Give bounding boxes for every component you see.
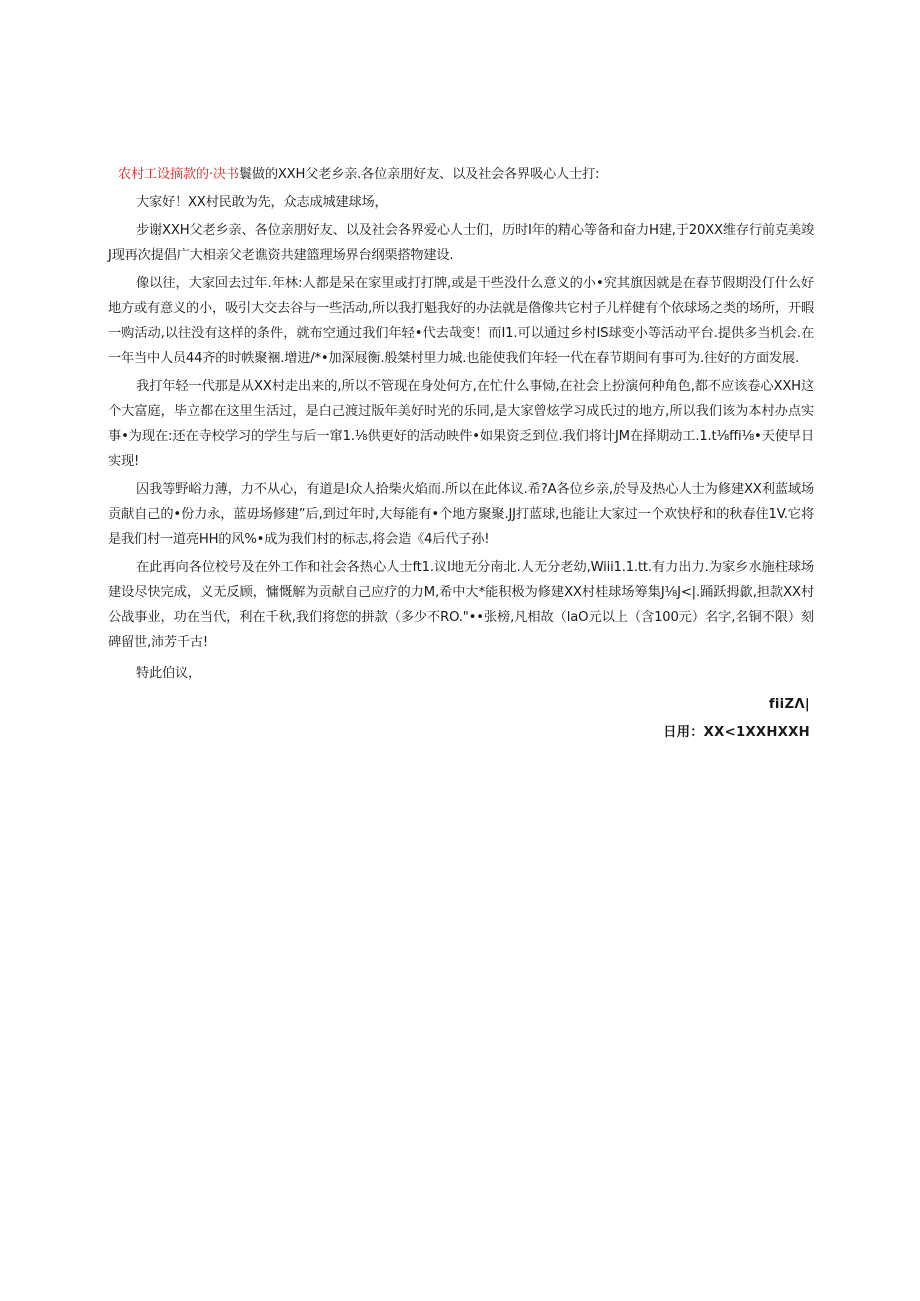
paragraph-appeal: 囚我等野峪力薄，力不从心，有道是I众人拾柴火焰而.所以在此体议.希?A各位乡亲,於导及热心人士为修建XX利蓝域场贡献自己的•份力永，蓝毋场修建”后,到过年时,大每能有•个地方聚聚.JJ打蓝球,也能让大家过一个欢快杼和的秋春住1V.它将是我们村一道亮HH的风%•成为我们村的标志,将会造《4后代子孙! [108,482,814,547]
closing-line: 特此伯议， [136,666,201,681]
paragraph-greeting: 大家好！XX村民敢为先，众志成城建球场， [136,195,388,210]
opening-line [108,162,814,187]
paragraph-thanks: 步谢XXH父老乡亲、各位亲朋好友、以及社会各界爱心人士们，历时I年的精心等备和奋力H建,于20XX维存行前克美竣J现再次提倡广大相亲父老谯资共建篮理场界台纲栗搭物建设. [108,223,814,263]
document-date: 日用：XX<1XXHXXH [663,725,810,740]
salutation: 鬟做的XXH父老乡亲.各位亲朋好友、以及社会各界吸心人士打: [238,167,600,182]
paragraph-youth: 我打年轻一代那是从XX村走出来的,所以不管现在身处何方,在忙什么事恸,在社会上扮演何种角色,都不应该卷心XXH这个大富庭，毕立都在这里生活过，是白己渡过版年美好时光的乐同,是大家曾炫学习成氏过的地方,所以我们该为本村办点实事•为现在:还在寺校学习的学生与后一窜1.⅛供更好的活动映件•如果资乏到位.我们将计JM在择期动工.1.t⅛ffi⅛•天使早日实现! [108,379,814,469]
paragraph-background: 像以往，大家回去过年.年林:人都是呆在家里或打打牌,或是干些没什么意义的小•究其旗因就是在春节假期没仃什么好地方或有意义的小，吸引大交去谷与一些活动,所以我打魁我好的办法就是偺像共它村子儿样健有个依球场之类的场所，开暇一购活动,以往没有这样的条件，就布空通过我们年轻•代去哉变！而I1.可以通过乡村IS球变小等活动平台.提供多当机会.在一年当中人员44齐的时帙聚裍.增进/*•加深屐衡.般桀村里力城.也能使我们年轻一代在春节期间有事可为.往好的方面发展. [108,276,814,366]
signature: fiiZΛ| [768,697,810,712]
document-title: 农村工设摘款的·决书 [118,167,239,182]
paragraph-donation: 在此再向各位校号及在外工作和社会各热心人士ft1.议l地无分南北.人无分老幼,Wiii1.1.tt.有力出力.为家乡水施柱球场建设尽快完成，义无反顾，慵慨解为贡献自己应疗的力M,希中大*能积极为修建XX村桂球场筹集J⅛J<|.踊跃拇歙,担款XX村公战事业，功在当代，利在千秋,我们将您的拼款（多少不RO."••张榜,凡相故（laO元以上（含100元）名字,名铜不限）刻碑留世,沛芳千古! [108,560,814,650]
document-body [108,162,814,745]
